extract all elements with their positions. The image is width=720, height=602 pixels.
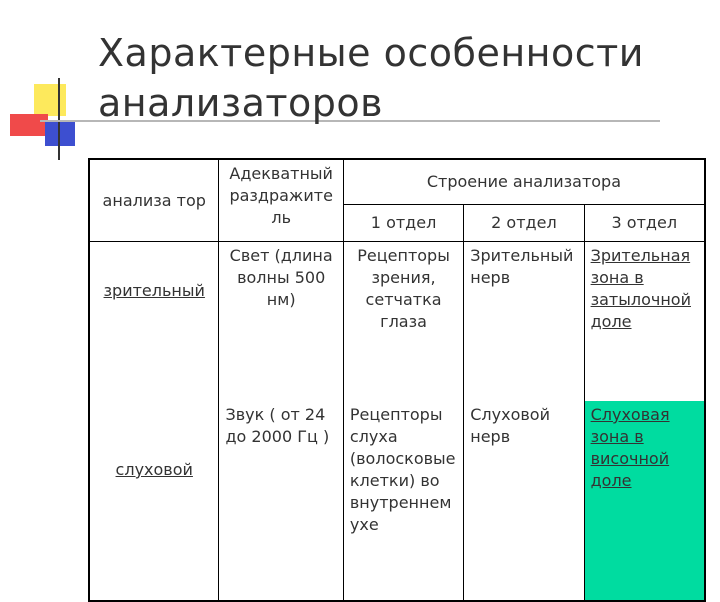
analyzers-table (88, 158, 706, 602)
row-dept3-visual: Зрительная зона в затылочной доле (584, 242, 705, 402)
header-dept-2: 2 отдел (464, 205, 584, 242)
table-header-row (89, 159, 705, 205)
row-stimulus-visual: Свет (длина волны 500 нм) (219, 242, 343, 402)
row-dept1-auditory: Рецепторы слуха (волосковые клетки) во внутреннем ухе (343, 401, 463, 601)
table-row (89, 401, 705, 601)
row-dept1-visual: Рецепторы зрения, сетчатка глаза (343, 242, 463, 402)
decor-vertical-line (58, 78, 60, 160)
title-line-2: анализаторов (98, 81, 384, 125)
slide-title (98, 28, 698, 128)
row-dept3-auditory: Слуховая зона в височной доле (584, 401, 705, 601)
row-stimulus-auditory: Звук ( от 24 до 2000 Гц ) (219, 401, 343, 601)
table-row (89, 242, 705, 402)
header-analyzer: анализа тор (89, 159, 219, 242)
row-dept2-visual: Зрительный нерв (464, 242, 584, 402)
row-dept2-auditory: Слуховой нерв (464, 401, 584, 601)
decor-red-square (10, 114, 48, 136)
header-structure: Строение анализатора (343, 159, 705, 205)
decor-yellow-square (34, 84, 66, 116)
row-name-visual: зрительный (89, 242, 219, 402)
header-dept-1: 1 отдел (343, 205, 463, 242)
row-name-auditory: слуховой (89, 401, 219, 601)
decor-blue-square (45, 120, 75, 146)
header-dept-3: 3 отдел (584, 205, 705, 242)
header-stimulus: Адекватный раздражите ль (219, 159, 343, 242)
title-line-1: Характерные особенности (98, 31, 644, 75)
